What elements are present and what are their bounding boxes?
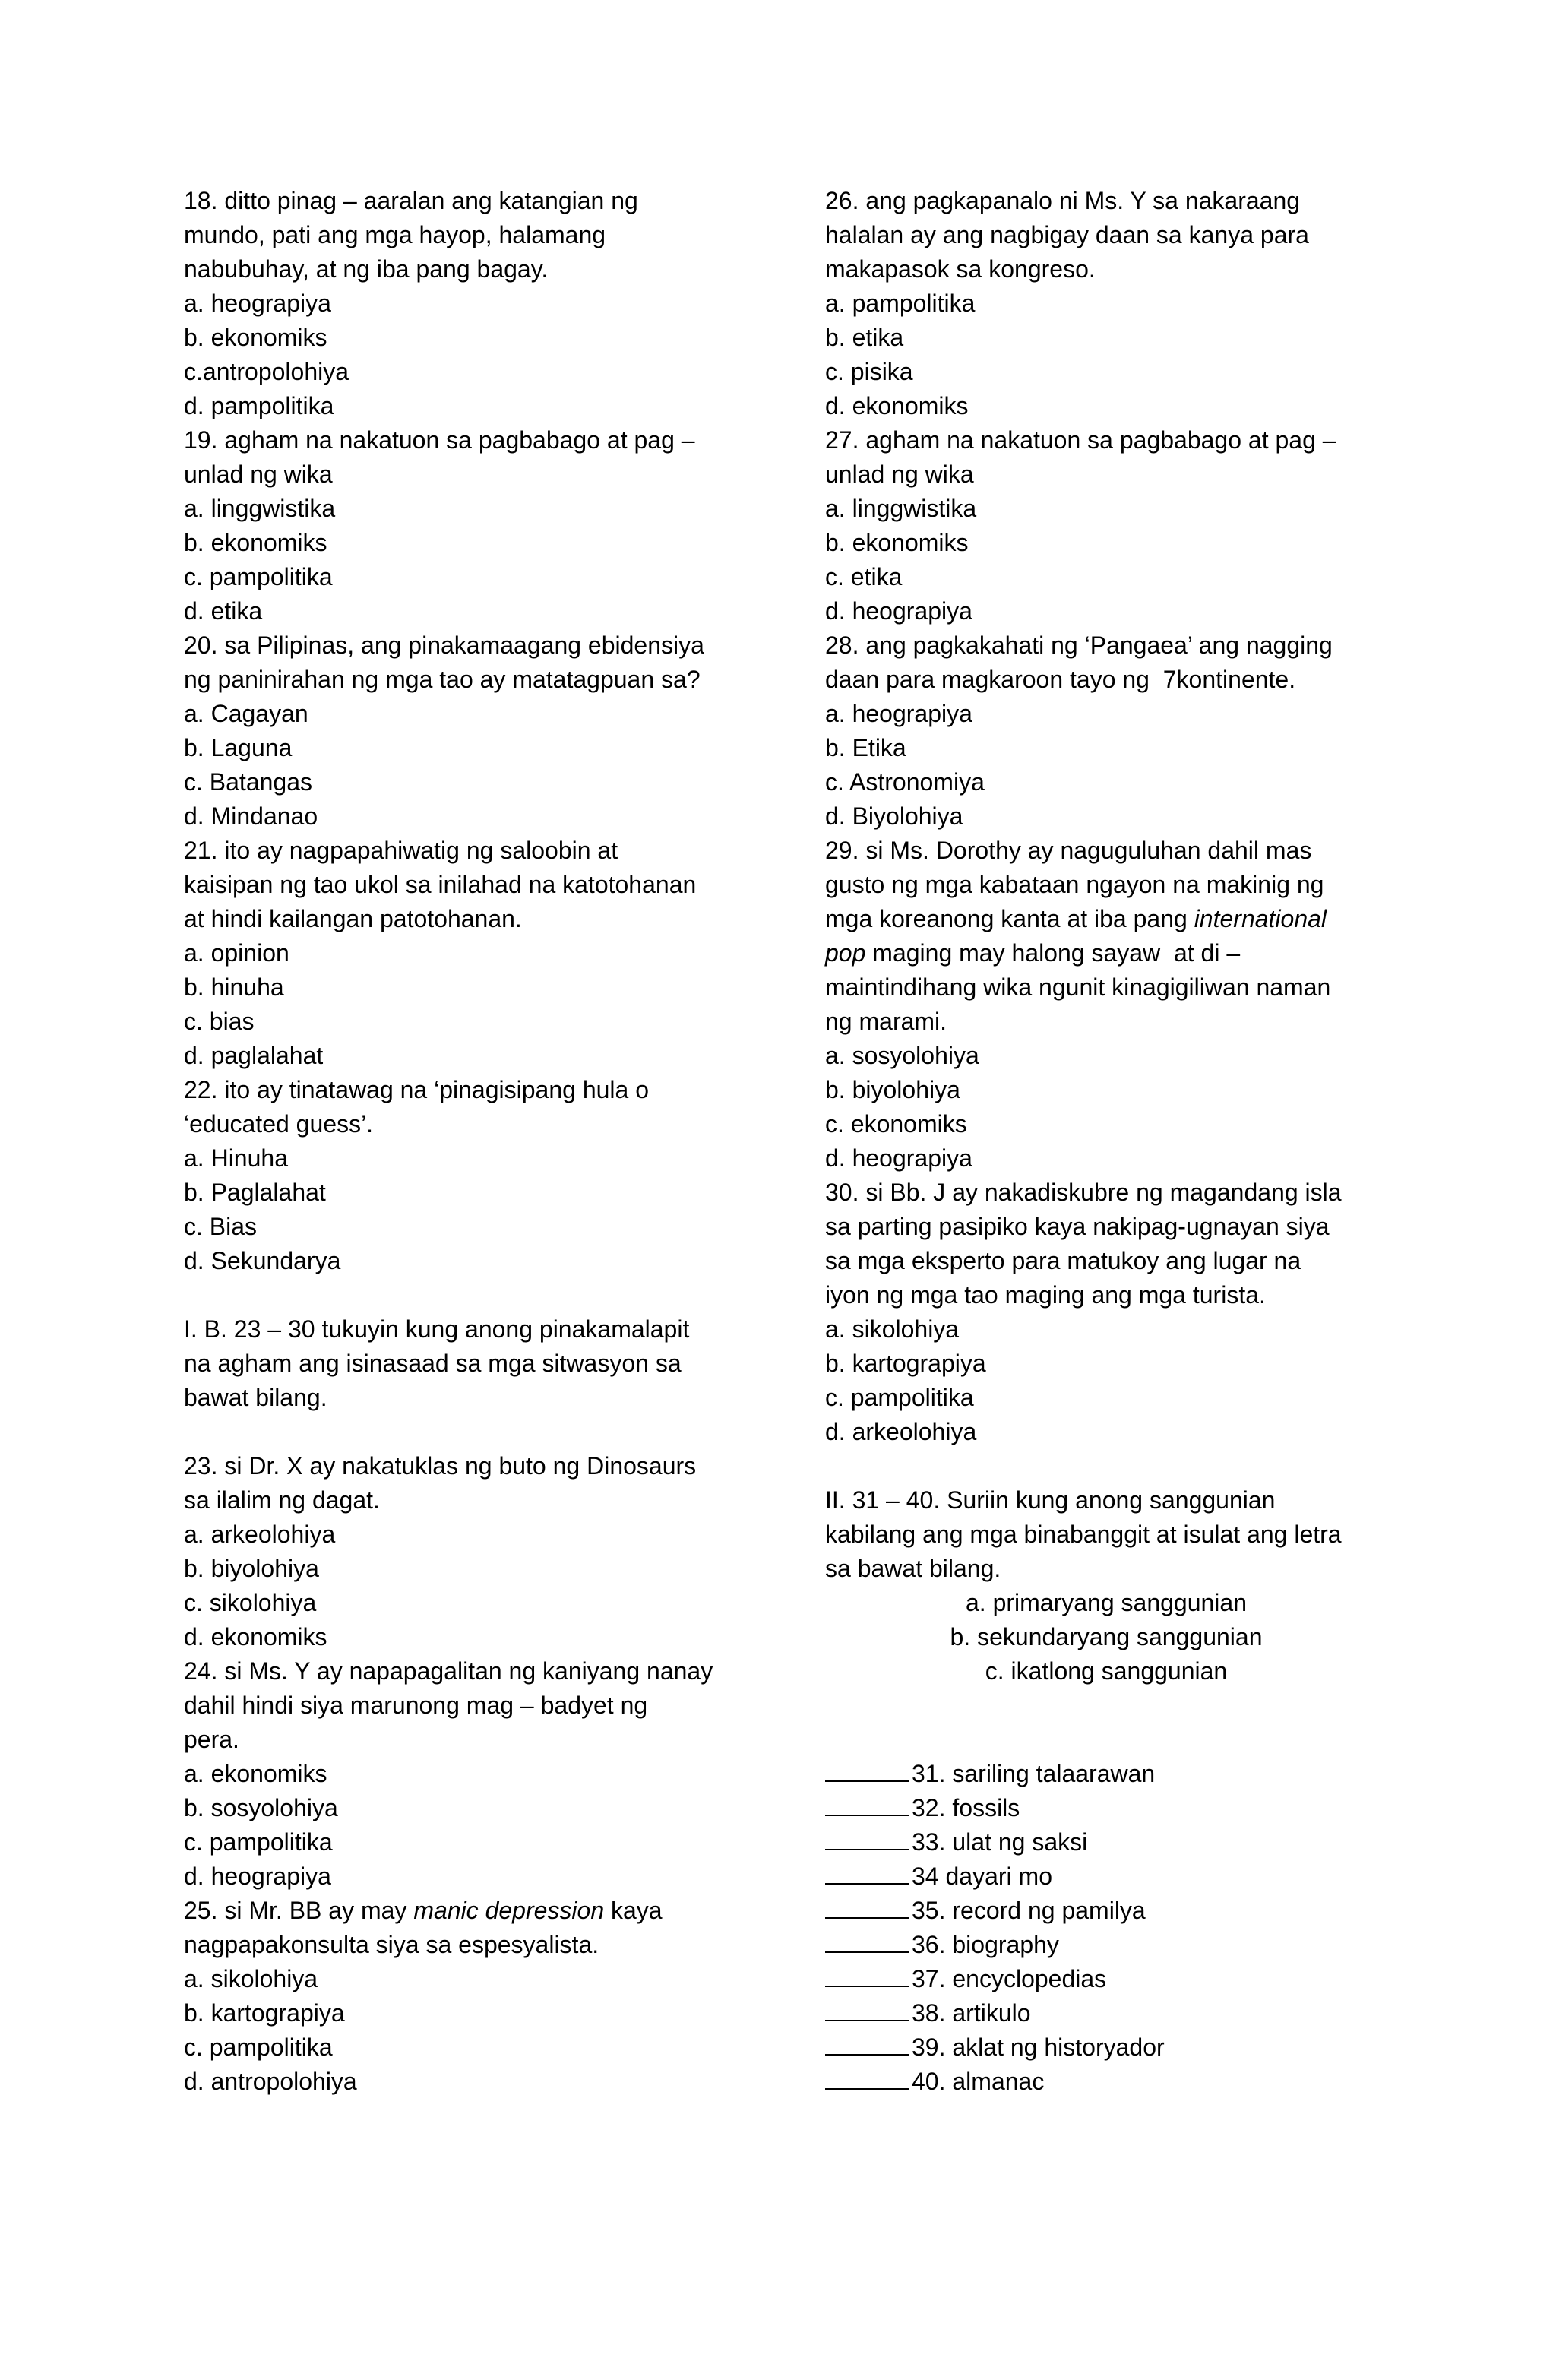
option-c: c. Batangas <box>184 768 312 796</box>
question-text: nabubuhay, at ng iba pang bagay. <box>184 255 549 283</box>
answer-blank[interactable] <box>825 1825 909 1850</box>
source-choices <box>825 1586 1387 1688</box>
question-text: unlad ng wika <box>184 460 333 488</box>
question-text: kaisipan ng tao ukol sa inilahad na katotohanan <box>184 871 697 898</box>
option-a: a. Hinuha <box>184 1144 288 1172</box>
option-a: a. sikolohiya <box>184 1965 318 1992</box>
option-d: d. ekonomiks <box>825 392 969 419</box>
option-a: a. pampolitika <box>825 290 976 317</box>
spacer <box>825 1723 1387 1757</box>
option-c: c. sikolohiya <box>184 1589 317 1616</box>
option-c: c. ekonomiks <box>825 1110 967 1138</box>
question-19 <box>184 423 746 628</box>
option-d: d. ekonomiks <box>184 1623 327 1650</box>
option-a: a. linggwistika <box>184 495 336 522</box>
option-b: b. kartograpiya <box>184 1999 345 2027</box>
item-label: 38. artikulo <box>912 1999 1031 2027</box>
answer-item <box>825 1791 1387 1825</box>
option-c: c. pisika <box>825 358 913 385</box>
instruction-text: sa bawat bilang. <box>825 1555 1001 1582</box>
option-a: a. arkeolohiya <box>184 1521 336 1548</box>
question-text: 26. ang pagkapanalo ni Ms. Y sa nakaraang <box>825 187 1301 214</box>
question-28 <box>825 628 1387 834</box>
question-text: unlad ng wika <box>825 460 974 488</box>
item-label: 34 dayari mo <box>912 1863 1052 1890</box>
option-d: d. Biyolohiya <box>825 802 963 830</box>
instruction-text: kabilang ang mga binabanggit at isulat ang letra <box>825 1521 1342 1548</box>
answer-item <box>825 1928 1387 1962</box>
question-text: 19. agham na nakatuon sa pagbabago at pag – <box>184 426 695 454</box>
item-label: 33. ulat ng saksi <box>912 1828 1088 1856</box>
text-fragment: 25. si Mr. BB ay may <box>184 1897 414 1924</box>
question-20 <box>184 628 746 834</box>
choice-a: a. primaryang sanggunian <box>965 1589 1247 1616</box>
item-label: 40. almanac <box>912 2068 1045 2095</box>
answer-item <box>825 2065 1387 2099</box>
question-27 <box>825 423 1387 628</box>
item-label: 31. sariling talaarawan <box>912 1760 1156 1787</box>
option-b: b. Etika <box>825 734 906 761</box>
option-d: d. antropolohiya <box>184 2068 357 2095</box>
option-a: a. heograpiya <box>825 700 972 727</box>
option-b: b. sosyolohiya <box>184 1794 338 1821</box>
option-a: a. ekonomiks <box>184 1760 327 1787</box>
question-24 <box>184 1654 746 1894</box>
option-a: a. heograpiya <box>184 290 331 317</box>
spacer <box>184 1278 746 1312</box>
option-d: d. paglalahat <box>184 1042 324 1069</box>
question-text: ng paninirahan ng mga tao ay matatagpuan sa? <box>184 666 701 693</box>
option-c: c. pampolitika <box>184 1828 333 1856</box>
question-22 <box>184 1073 746 1278</box>
question-text: ng marami. <box>825 1008 947 1035</box>
question-text: at hindi kailangan patotohanan. <box>184 905 522 932</box>
text-fragment: mga koreanong kanta at iba pang <box>825 905 1194 932</box>
question-text: 24. si Ms. Y ay napapagalitan ng kaniyang nanay <box>184 1657 713 1685</box>
answer-item <box>825 1962 1387 1996</box>
option-d: d. Sekundarya <box>184 1247 341 1274</box>
question-text: sa ilalim ng dagat. <box>184 1486 380 1514</box>
option-c: c. bias <box>184 1008 255 1035</box>
instruction-text: I. B. 23 – 30 tukuyin kung anong pinakamalapit <box>184 1315 690 1343</box>
option-b: b. ekonomiks <box>825 529 969 556</box>
option-c: c.antropolohiya <box>184 358 349 385</box>
question-text: 20. sa Pilipinas, ang pinakamaagang ebidensiya <box>184 631 704 659</box>
answer-blank[interactable] <box>825 1928 909 1953</box>
italic-term: pop <box>825 939 866 967</box>
option-d: d. etika <box>184 597 263 625</box>
question-text: 18. ditto pinag – aaralan ang katangian ng <box>184 187 638 214</box>
question-18 <box>184 184 746 423</box>
question-text: 30. si Bb. J ay nakadiskubre ng magandang isla <box>825 1179 1342 1206</box>
option-c: c. Bias <box>184 1213 258 1240</box>
question-25 <box>184 1894 746 2099</box>
answer-blank[interactable] <box>825 2065 909 2090</box>
question-26 <box>825 184 1387 423</box>
question-text <box>825 936 1387 970</box>
spacer <box>184 1415 746 1449</box>
option-b: b. Paglalahat <box>184 1179 326 1206</box>
question-30 <box>825 1176 1387 1449</box>
answer-items <box>825 1757 1387 2099</box>
question-text: sa mga eksperto para matukoy ang lugar na <box>825 1247 1301 1274</box>
option-a: a. opinion <box>184 939 289 967</box>
right-column <box>825 184 1387 2099</box>
option-b: b. Laguna <box>184 734 293 761</box>
question-text: sa parting pasipiko kaya nakipag-ugnayan siya <box>825 1213 1330 1240</box>
item-label: 37. encyclopedias <box>912 1965 1107 1992</box>
answer-item <box>825 1757 1387 1791</box>
answer-item <box>825 1825 1387 1859</box>
option-b: b. hinuha <box>184 973 284 1001</box>
question-21 <box>184 834 746 1073</box>
option-a: a. Cagayan <box>184 700 308 727</box>
option-b: b. biyolohiya <box>825 1076 960 1103</box>
question-text: 28. ang pagkakahati ng ‘Pangaea’ ang nagging <box>825 631 1333 659</box>
answer-blank[interactable] <box>825 1791 909 1816</box>
option-d: d. Mindanao <box>184 802 318 830</box>
option-d: d. heograpiya <box>184 1863 331 1890</box>
question-text: daan para magkaroon tayo ng 7kontinente. <box>825 666 1296 693</box>
text-fragment: maging may halong sayaw at di – <box>865 939 1241 967</box>
instruction-text: II. 31 – 40. Suriin kung anong sanggunian <box>825 1486 1276 1514</box>
option-b: b. kartograpiya <box>825 1350 986 1377</box>
italic-term: manic depression <box>413 1897 605 1924</box>
option-d: d. heograpiya <box>825 597 972 625</box>
question-text: 22. ito ay tinatawag na ‘pinagisipang hula o <box>184 1076 649 1103</box>
question-29 <box>825 834 1387 1176</box>
choice-b: b. sekundaryang sanggunian <box>950 1623 1263 1650</box>
option-a: a. sosyolohiya <box>825 1042 979 1069</box>
question-text: 21. ito ay nagpapahiwatig ng saloobin at <box>184 837 618 864</box>
answer-blank[interactable] <box>825 1996 909 2021</box>
spacer <box>825 1688 1387 1723</box>
option-a: a. linggwistika <box>825 495 977 522</box>
choice-c: c. ikatlong sanggunian <box>985 1657 1228 1685</box>
section-ib-instructions <box>184 1312 746 1415</box>
answer-blank[interactable] <box>825 2030 909 2056</box>
text-fragment: kaya <box>604 1897 663 1924</box>
option-c: c. pampolitika <box>184 563 333 590</box>
question-text: ‘educated guess’. <box>184 1110 374 1138</box>
answer-blank[interactable] <box>825 1894 909 1919</box>
question-text: dahil hindi siya marunong mag – badyet ng <box>184 1692 648 1719</box>
question-text <box>825 902 1387 936</box>
answer-item <box>825 1859 1387 1894</box>
spacer <box>825 1449 1387 1483</box>
section-ii-instructions <box>825 1483 1387 1586</box>
option-b: b. biyolohiya <box>184 1555 319 1582</box>
question-text: halalan ay ang nagbigay daan sa kanya para <box>825 221 1309 248</box>
question-text: pera. <box>184 1726 239 1753</box>
option-d: d. arkeolohiya <box>825 1418 977 1445</box>
question-text: gusto ng mga kabataan ngayon na makinig ng <box>825 871 1324 898</box>
option-c: c. pampolitika <box>825 1384 974 1411</box>
answer-blank[interactable] <box>825 1962 909 1987</box>
option-c: c. etika <box>825 563 903 590</box>
option-a: a. sikolohiya <box>825 1315 960 1343</box>
option-d: d. pampolitika <box>184 392 334 419</box>
italic-term: international <box>1194 905 1327 932</box>
question-text: iyon ng mga tao maging ang mga turista. <box>825 1281 1266 1309</box>
answer-blank[interactable] <box>825 1757 909 1782</box>
option-c: c. Astronomiya <box>825 768 985 796</box>
question-text: nagpapakonsulta siya sa espesyalista. <box>184 1931 599 1958</box>
instruction-text: bawat bilang. <box>184 1384 327 1411</box>
item-label: 32. fossils <box>912 1794 1020 1821</box>
item-label: 36. biography <box>912 1931 1059 1958</box>
answer-item <box>825 2030 1387 2065</box>
option-c: c. pampolitika <box>184 2033 333 2061</box>
option-b: b. etika <box>825 324 904 351</box>
question-text: 27. agham na nakatuon sa pagbabago at pag – <box>825 426 1336 454</box>
option-d: d. heograpiya <box>825 1144 972 1172</box>
left-column <box>184 184 746 2099</box>
item-label: 35. record ng pamilya <box>912 1897 1146 1924</box>
instruction-text: na agham ang isinasaad sa mga sitwasyon sa <box>184 1350 682 1377</box>
answer-blank[interactable] <box>825 1859 909 1885</box>
option-b: b. ekonomiks <box>184 324 327 351</box>
question-text <box>184 1894 746 1928</box>
question-23 <box>184 1449 746 1654</box>
answer-item <box>825 1894 1387 1928</box>
question-text: maintindihang wika ngunit kinagigiliwan naman <box>825 973 1331 1001</box>
question-text: 23. si Dr. X ay nakatuklas ng buto ng Dinosaurs <box>184 1452 697 1480</box>
option-b: b. ekonomiks <box>184 529 327 556</box>
item-label: 39. aklat ng historyador <box>912 2033 1165 2061</box>
question-text: 29. si Ms. Dorothy ay naguguluhan dahil mas <box>825 837 1312 864</box>
question-text: makapasok sa kongreso. <box>825 255 1096 283</box>
question-text: mundo, pati ang mga hayop, halamang <box>184 221 606 248</box>
answer-item <box>825 1996 1387 2030</box>
